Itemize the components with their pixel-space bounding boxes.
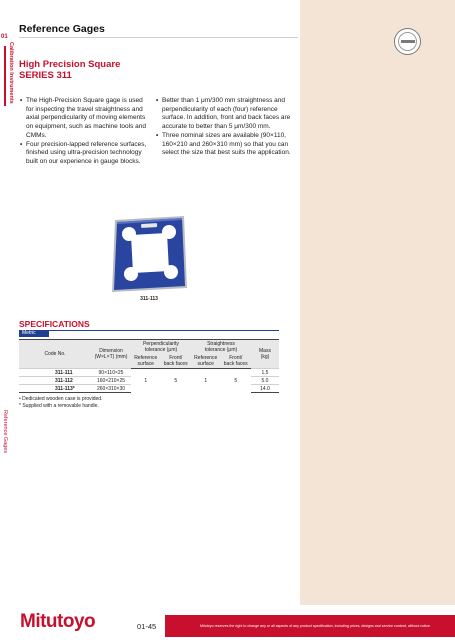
feature-item: [156, 97, 292, 132]
note-item: • Dedicated wooden case is provided.: [19, 396, 103, 402]
bullet-dot: •: [20, 140, 23, 148]
feature-item: [20, 97, 148, 141]
product-photo: [108, 213, 190, 295]
header-perp-reference: Reference surface: [131, 354, 160, 369]
cell-straight-front-back: 5: [220, 369, 251, 393]
cell-code: 311-111: [19, 369, 91, 377]
hole-bottom-right: [164, 265, 178, 279]
side-index: [0, 0, 12, 644]
header-code: Code No.: [19, 340, 91, 369]
right-decorative-band: [300, 0, 455, 605]
feature-text: Four precision-lapped reference surfaces, finished using ultra-precision technology built on our experience in gauge blocks.: [26, 140, 147, 165]
section-category: Calibration Instruments: [8, 42, 14, 104]
page-number: 01-45: [137, 622, 157, 631]
product-series: SERIES 311: [19, 70, 72, 81]
hole-bottom-left: [124, 267, 138, 281]
hole-top-left: [122, 227, 136, 241]
cell-dimension: 260×310×30: [91, 385, 131, 393]
bullet-dot: •: [156, 131, 159, 139]
feature-text: Three nominal sizes are available (90×110, 160×210 and 260×310 mm) so that you can select the size that best suits the application.: [162, 131, 291, 157]
specifications-table: [19, 339, 279, 393]
specifications-title: SPECIFICATIONS: [19, 319, 90, 329]
feature-text: Better than 1 μm/300 mm straightness and perpendicularity of each (four) reference surface. In addition, front and back faces are accurate to better than 5 μm/300 mm.: [162, 97, 291, 131]
cell-code: 311-113*: [19, 385, 91, 393]
seal-inner-ring: [398, 32, 417, 51]
header-straightness: Straightness tolerance (μm): [191, 340, 251, 355]
feature-list-left: [20, 97, 148, 167]
page-header: Reference Gages: [19, 23, 105, 35]
product-title: [19, 59, 120, 81]
cell-dimension: 90×110×25: [91, 369, 131, 377]
bullet-dot: •: [20, 97, 23, 104]
footer-disclaimer: Mitutoyo reserves the right to change any or all aspects of any product specification, including prices, designs and service content, without notice.: [200, 624, 431, 628]
specifications-rule: [19, 330, 279, 331]
metric-badge: Metric: [19, 330, 49, 337]
table-row: [19, 369, 279, 377]
hole-top-right: [162, 225, 176, 239]
cell-dimension: 160×210×25: [91, 377, 131, 385]
feature-list-right: [156, 97, 292, 158]
cell-perp-reference: 1: [131, 369, 160, 393]
header-straight-front-back: Front/ back faces: [220, 354, 251, 369]
photo-caption: 311-113: [140, 296, 158, 302]
header-divider: [19, 37, 298, 38]
feature-item: [156, 132, 292, 158]
seal-bar: [401, 40, 415, 43]
header-straight-reference: Reference surface: [191, 354, 220, 369]
bullet-dot: •: [156, 97, 159, 104]
header-perpendicularity: Perpendicularity tolerance (μm): [131, 340, 191, 355]
header-perp-front-back: Front/ back faces: [160, 354, 191, 369]
certification-seal-icon: [394, 28, 421, 55]
cell-mass: 14.0: [251, 385, 279, 393]
cell-code: 311-112: [19, 377, 91, 385]
center-opening: [131, 233, 169, 273]
brand-logo: Mitutoyo: [20, 611, 96, 632]
specifications-notes: [19, 396, 102, 409]
feature-text: The High-Precision Square gage is used for inspecting the travel straightness and axial perpendicularity of moving elements on equipment, such as machine tools and CMMs.: [26, 97, 146, 139]
cell-mass: 1.5: [251, 369, 279, 377]
cell-straight-reference: 1: [191, 369, 220, 393]
header-dimension: Dimension (W×L×T) (mm): [91, 340, 131, 369]
section-number: 01: [1, 34, 8, 40]
note-item: * Supplied with a removable handle.: [19, 402, 99, 409]
feature-item: [20, 141, 148, 167]
cell-perp-front-back: 5: [160, 369, 191, 393]
section-tab-marker: [4, 46, 6, 106]
cell-mass: 5.0: [251, 377, 279, 385]
header-mass: Mass (kg): [251, 340, 279, 369]
product-name: High Precision Square: [19, 59, 121, 70]
section-subcategory: Reference Gages: [2, 410, 8, 454]
